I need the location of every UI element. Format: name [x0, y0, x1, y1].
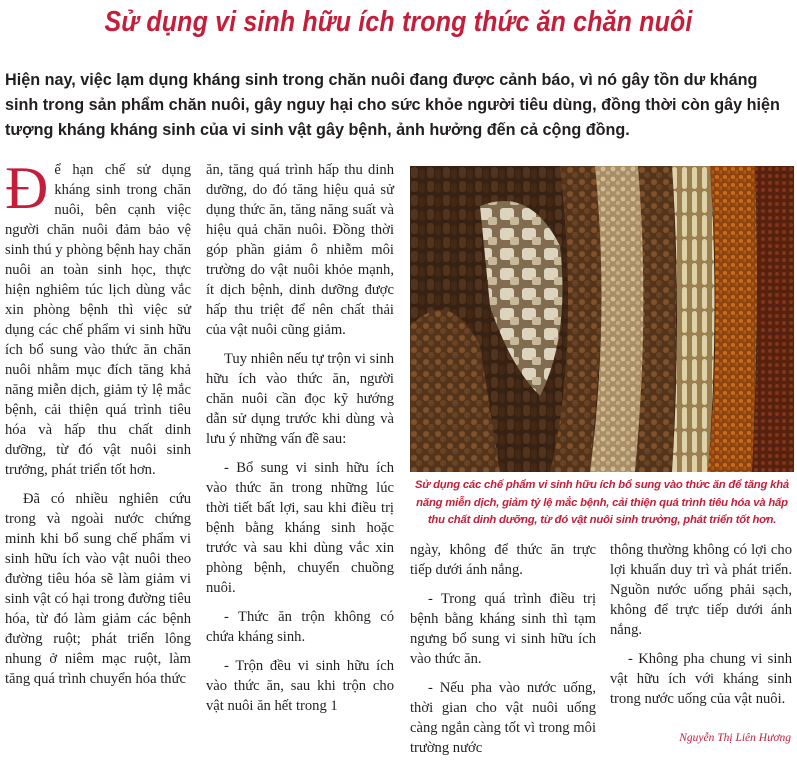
paragraph: - Trong quá trình điều trị bệnh bằng kháng sinh thì tạm ngưng bổ sung vi sinh hữu ích vào thức ăn.: [410, 591, 596, 667]
drop-cap: Đ: [5, 155, 49, 221]
paragraph: - Thức ăn trộn không có chứa kháng sinh.: [206, 609, 394, 645]
paragraph: - Bổ sung vi sinh hữu ích vào thức ăn trong những lúc thời tiết bất lợi, sau khi điều trị bệnh bằng kháng sinh hoặc trước và sau khi dùng vắc xin phòng bệnh, chuyển chuồng nuôi.: [206, 460, 394, 596]
feed-pellets-photo: [410, 166, 794, 472]
paragraph: - Nếu pha vào nước uống, thời gian cho vật nuôi uống càng ngắn càng tốt vì trong môi trường nước: [410, 680, 596, 756]
text-column-4: [610, 540, 792, 718]
paragraph: ăn, tăng quá trình hấp thu dinh dưỡng, do đó tăng hiệu quả sử dụng thức ăn, tăng năng suất và hiệu quả chăn nuôi. Đồng thời góp phần giảm ô nhiễm môi trường do vật nuôi khỏe mạnh, ít dịch bệnh, dinh dưỡng được hấp thu triệt để nên chất thải của vật nuôi cũng giảm.: [206, 162, 394, 338]
article-title: Sử dụng vi sinh hữu ích trong thức ăn chăn nuôi: [104, 6, 693, 38]
paragraph: ngày, không để thức ăn trực tiếp dưới ánh nắng.: [410, 542, 596, 578]
article-lead: Hiện nay, việc lạm dụng kháng sinh trong chăn nuôi đang được cảnh báo, vì nó gây tồn dư kháng sinh trong sản phẩm chăn nuôi, gây nguy hại cho sức khỏe người tiêu dùng, đồng thời còn gây hiện tượng kháng kháng sinh của vi sinh vật gây bệnh, ảnh hưởng đến cả cộng đồng.: [5, 71, 780, 139]
paragraph: - Không pha chung vi sinh vật hữu ích với kháng sinh trong nước uống của vật nuôi.: [610, 651, 792, 707]
paragraph: - Trộn đều vi sinh hữu ích vào thức ăn, sau khi trộn cho vật nuôi ăn hết trong 1: [206, 658, 394, 714]
paragraph-text: ể hạn chế sử dụng kháng sinh trong chăn nuôi, bên cạnh việc người chăn nuôi đảm bảo vệ sinh thú y phòng bệnh hay chăn nuôi an toàn sinh học, thực hiện nghiêm túc lịch dùng vắc xin phòng bệnh thì việc sử dụng các chế phẩm vi sinh hữu ích bổ sung vào thức ăn chăn nuôi nhằm mục đích tăng khả năng miễn dịch, giảm tỷ lệ mắc bệnh, cải thiện quá trình tiêu hóa và hấp thu chất dinh dưỡng, từ đó vật nuôi sinh trưởng, phát triển tốt hơn.: [5, 162, 191, 478]
text-column-2: [206, 160, 394, 725]
text-column-3: [410, 540, 596, 767]
paragraph: thông thường không có lợi cho lợi khuẩn duy trì và phát triển. Nguồn nước uống phải sạch, không để trực tiếp dưới ánh nắng.: [610, 542, 792, 638]
photo-caption: Sử dụng các chế phẩm vi sinh hữu ích bổ sung vào thức ăn để tăng khả năng miễn dịch, giảm tỷ lệ mắc bệnh, cải thiện quá trình tiêu hóa và hấp thu chất dinh dưỡng, từ đó vật nuôi sinh trưởng, phát triển tốt hơn.: [414, 479, 790, 526]
paragraph: Tuy nhiên nếu tự trộn vi sinh hữu ích vào thức ăn, người chăn nuôi cần đọc kỹ hướng dẫn sử dụng trước khi dùng và lưu ý những vấn đề sau:: [206, 351, 394, 447]
paragraph: [5, 155, 191, 480]
text-column-1: [5, 155, 191, 698]
author-byline: Nguyễn Thị Liên Hương: [679, 732, 791, 744]
feed-pellets-illustration: [410, 166, 794, 472]
paragraph: Đã có nhiều nghiên cứu trong và ngoài nước chứng minh khi bổ sung chế phẩm vi sinh hữu ích vào vật nuôi theo đường tiêu hóa sẽ làm giảm vi sinh vật có hại trong đường tiêu hóa, từ đó làm giảm các bệnh đường ruột; phát triển lông nhung ở niêm mạc ruột, làm tăng quá trình chuyển hóa thức: [5, 491, 191, 687]
